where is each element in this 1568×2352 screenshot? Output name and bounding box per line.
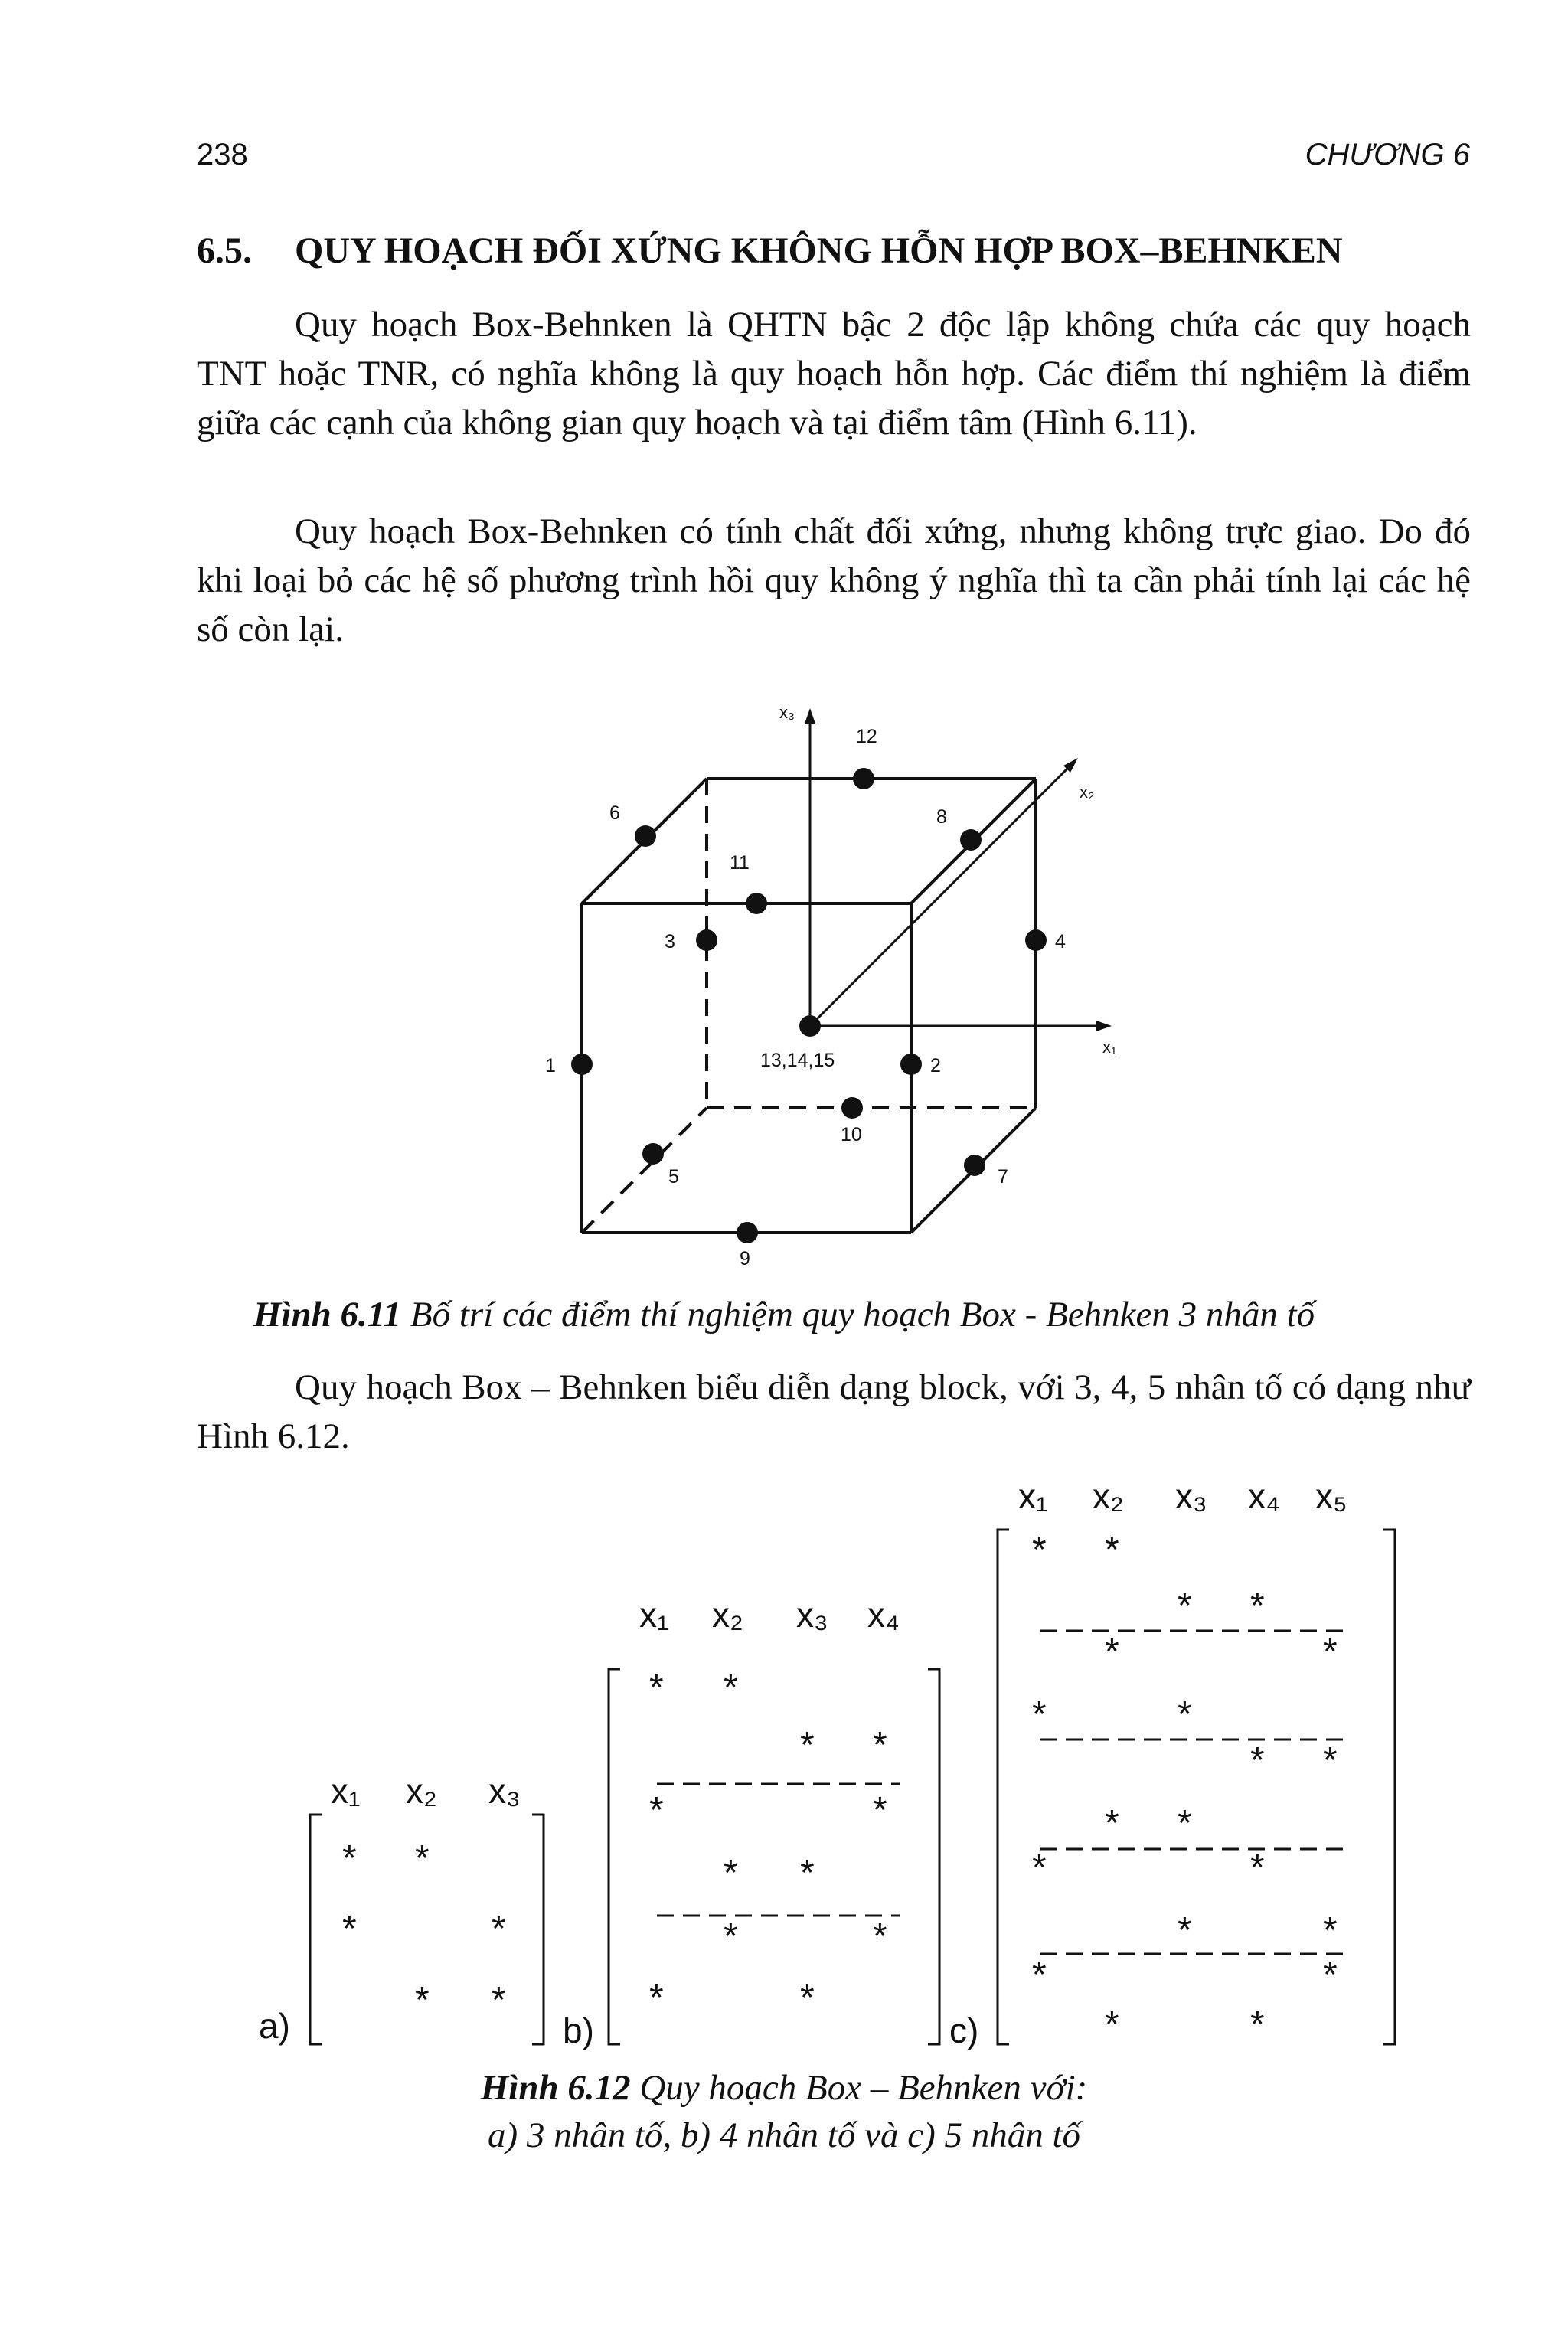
panel-label-b: b) <box>563 2011 594 2050</box>
point-label: 2 <box>930 1055 941 1076</box>
hidden-edge <box>582 1108 707 1233</box>
figure-6-11-caption <box>0 1294 1568 1335</box>
star-mark: * <box>415 1838 430 1879</box>
star-mark: * <box>1178 1586 1192 1626</box>
design-point <box>571 1054 593 1075</box>
star-mark: * <box>1032 1530 1047 1570</box>
point-label: 3 <box>665 931 675 952</box>
design-point <box>642 1143 664 1165</box>
bracket-left <box>998 1530 1009 2044</box>
box-behnken-block-matrices <box>0 1455 1568 2067</box>
star-mark: * <box>1032 1847 1047 1888</box>
point-label: 7 <box>998 1166 1008 1187</box>
x1-axis-label: x₁ <box>1102 1037 1117 1057</box>
star-mark: * <box>492 1980 506 2020</box>
column-header: x₅ <box>1315 1476 1348 1516</box>
star-mark: * <box>800 1978 815 2018</box>
bracket-left <box>609 1669 620 2044</box>
star-mark: * <box>1250 2004 1265 2045</box>
star-mark: * <box>724 1916 738 1957</box>
design-point <box>1025 929 1047 951</box>
column-header: x₂ <box>712 1595 743 1635</box>
star-mark: * <box>724 1668 738 1708</box>
chapter-title: CHƯƠNG 6 <box>1305 138 1470 172</box>
column-header: x₁ <box>639 1595 669 1635</box>
star-mark: * <box>492 1909 506 1949</box>
star-mark: * <box>800 1725 815 1766</box>
paragraph-2: Quy hoạch Box-Behnken có tính chất đối xứng, nhưng không trực giao. Do đó khi loại bỏ các hệ số phương trình hồi quy không ý nghĩa thì ta cần phải tính lại các hệ số còn lại. <box>197 511 1471 649</box>
column-header: x₂ <box>1093 1476 1124 1516</box>
paragraph-3: Quy hoạch Box – Behnken biểu diễn dạng block, với 3, 4, 5 nhân tố có dạng như Hình 6.12. <box>197 1367 1471 1456</box>
column-header: x₃ <box>1175 1476 1207 1516</box>
design-point <box>737 1222 758 1243</box>
star-mark: * <box>1105 1632 1119 1672</box>
point-label: 10 <box>841 1124 862 1145</box>
bracket-left <box>310 1815 322 2044</box>
column-header: x₁ <box>1018 1476 1048 1516</box>
star-mark: * <box>1323 1955 1338 1995</box>
figure-6-12-label: Hình 6.12 <box>480 2068 631 2108</box>
star-mark: * <box>873 1725 887 1766</box>
bracket-right <box>532 1815 544 2044</box>
panel-label-a: a) <box>259 2006 290 2046</box>
point-label: 11 <box>730 852 750 874</box>
figure-6-11-label: Hình 6.11 <box>253 1295 402 1334</box>
star-mark: * <box>649 1668 664 1708</box>
figure-6-12-caption-line2: a) 3 nhân tố, b) 4 nhân tố và c) 5 nhân tố <box>487 2115 1081 2155</box>
design-point <box>853 768 874 789</box>
point-label: 1 <box>545 1055 556 1076</box>
star-mark: * <box>873 1790 887 1831</box>
x1-arrow-icon <box>1096 1021 1112 1031</box>
star-mark: * <box>800 1853 815 1893</box>
star-mark: * <box>1178 1910 1192 1951</box>
column-header: x₃ <box>488 1771 521 1811</box>
design-point <box>635 825 656 847</box>
star-mark: * <box>342 1909 357 1949</box>
center-point-label: 13,14,15 <box>760 1050 835 1071</box>
star-mark: * <box>1178 1694 1192 1735</box>
x2-axis <box>810 764 1072 1026</box>
column-header: x₂ <box>406 1771 437 1811</box>
column-header: x₁ <box>331 1771 361 1811</box>
star-mark: * <box>1105 1530 1119 1570</box>
star-mark: * <box>342 1838 357 1879</box>
point-label: 6 <box>609 802 620 824</box>
panel-label-c: c) <box>949 2011 979 2050</box>
star-mark: * <box>1105 2004 1119 2045</box>
star-mark: * <box>649 1790 664 1831</box>
star-mark: * <box>1250 1586 1265 1626</box>
point-label: 9 <box>740 1248 750 1269</box>
section-number: 6.5. <box>197 230 252 271</box>
star-mark: * <box>1250 1740 1265 1781</box>
column-header: x₃ <box>796 1595 828 1635</box>
design-point <box>696 929 717 951</box>
star-mark: * <box>1323 1632 1338 1672</box>
star-mark: * <box>649 1978 664 2018</box>
page-number: 238 <box>197 138 248 172</box>
point-label: 8 <box>936 806 947 828</box>
paragraph-1: Quy hoạch Box-Behnken là QHTN bậc 2 độc lập không chứa các quy hoạch TNT hoặc TNR, có nghĩa không là quy hoạch hỗn hợp. Các điểm thí nghiệm là điểm giữa các cạnh của không gian quy hoạch và tại điểm tâm (Hình 6.11). <box>197 305 1471 443</box>
figure-6-12-caption <box>0 2067 1568 2109</box>
point-label: 5 <box>668 1166 679 1187</box>
design-point <box>841 1097 863 1119</box>
center-point <box>799 1015 821 1037</box>
bracket-right <box>1383 1530 1395 2044</box>
point-label: 4 <box>1055 931 1066 952</box>
design-point <box>746 893 767 914</box>
star-mark: * <box>1032 1694 1047 1735</box>
star-mark: * <box>873 1916 887 1957</box>
design-point <box>964 1155 985 1176</box>
column-header: x₄ <box>1248 1476 1280 1516</box>
star-mark: * <box>1250 1847 1265 1888</box>
star-mark: * <box>1032 1955 1047 1995</box>
bracket-right <box>928 1669 939 2044</box>
x3-arrow-icon <box>805 708 815 724</box>
star-mark: * <box>415 1980 430 2020</box>
x2-axis-label: x₂ <box>1080 782 1095 802</box>
section-title: QUY HOẠCH ĐỐI XỨNG KHÔNG HỖN HỢP BOX–BEHNKEN <box>295 230 1343 271</box>
star-mark: * <box>1105 1803 1119 1844</box>
design-point <box>960 829 982 851</box>
star-mark: * <box>1178 1803 1192 1844</box>
point-label: 12 <box>856 726 877 747</box>
column-header: x₄ <box>867 1595 900 1635</box>
design-point <box>900 1054 922 1075</box>
star-mark: * <box>1323 1910 1338 1951</box>
star-mark: * <box>724 1853 738 1893</box>
x3-axis-label: x₃ <box>779 703 795 722</box>
star-mark: * <box>1323 1740 1338 1781</box>
figure-6-11-text: Bố trí các điểm thí nghiệm quy hoạch Box - Behnken 3 nhân tố <box>401 1295 1315 1334</box>
figure-6-12-text: Quy hoạch Box – Behnken với: <box>630 2068 1088 2108</box>
